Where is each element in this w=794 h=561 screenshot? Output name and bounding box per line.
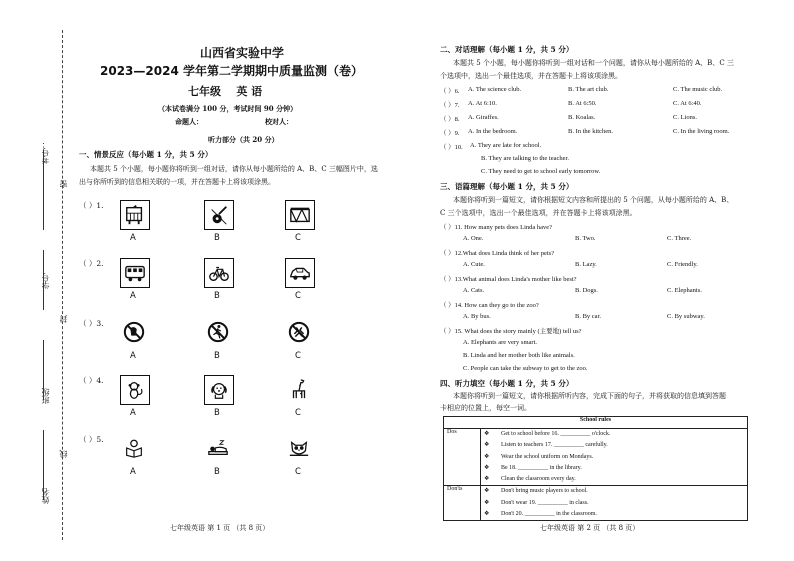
class-label: 班级： xyxy=(41,380,50,404)
rule-item: ❖ Don't bring music players to school. xyxy=(484,488,588,495)
option-c[interactable]: C. By subway. xyxy=(667,313,705,320)
option-a[interactable]: A. They are late for school. xyxy=(470,142,542,149)
option-a[interactable]: A. One. xyxy=(463,235,484,242)
option-label-a: A xyxy=(130,233,136,243)
question-text: （ ）12.What does Linda think of her pets? xyxy=(440,250,555,257)
giraffe-icon[interactable] xyxy=(285,375,313,403)
exam-title: 2023—2024 学年第二学期期中质量监测（卷） xyxy=(100,64,363,78)
binding-dashed-line xyxy=(62,30,63,540)
option-b[interactable]: B. The art club. xyxy=(568,86,609,93)
option-b[interactable]: B. By car. xyxy=(575,313,601,320)
option-label-b: B xyxy=(214,408,220,418)
grade-subject: 七年级 英 语 xyxy=(188,85,263,98)
rule-item: ❖ Listen to teachers 17. __________ carefully. xyxy=(484,442,608,449)
section1-instructions-1: 本题共 5 个小题，每小题你将听到一组对话，请你从每小题所给的 A、B、C 三幅图片中，选 xyxy=(90,165,378,173)
question-number: （ ）3. xyxy=(79,319,104,328)
option-label-a: A xyxy=(130,291,136,301)
option-label-b: B xyxy=(214,351,220,361)
section4-title: 四、听力填空（每小题 1 分，共 5 分） xyxy=(440,379,574,388)
option-c[interactable]: C. Elephants. xyxy=(667,287,702,294)
section4-instructions-2: 卡相应的位置上，每空一词。 xyxy=(440,404,531,412)
option-b[interactable]: B. Lazy. xyxy=(575,261,597,268)
no-fighting-icon[interactable] xyxy=(285,318,313,346)
section2-instructions-2: 个选项中，选出一个最佳选项，并在答题卡上将该项涂黑。 xyxy=(440,72,622,80)
owl-icon[interactable] xyxy=(285,434,313,462)
name-line xyxy=(43,430,44,500)
option-label-c: C xyxy=(295,467,301,477)
option-b[interactable]: B. At 6:50. xyxy=(568,100,597,107)
sleeping-icon[interactable] xyxy=(204,434,232,462)
table-title: School rules xyxy=(444,417,748,429)
option-label-c: C xyxy=(295,233,301,243)
question-number: （ ）10. xyxy=(440,144,463,151)
option-c[interactable]: C. Friendly. xyxy=(667,261,698,268)
no-running-icon[interactable] xyxy=(204,318,232,346)
section3-title: 三、语篇理解（每小题 1 分，共 5 分） xyxy=(440,182,574,191)
option-label-a: A xyxy=(130,408,136,418)
reading-icon[interactable] xyxy=(120,434,148,462)
page-footer-left: 七年级英语 第 1 页 （共 8 页） xyxy=(170,524,270,532)
option-c[interactable]: C. At 6:40. xyxy=(673,100,702,107)
dos-list xyxy=(481,429,748,486)
no-eating-icon[interactable] xyxy=(120,318,148,346)
question-number: （ ）7. xyxy=(440,102,460,109)
exam-number-line xyxy=(43,150,44,230)
monkey-icon[interactable] xyxy=(120,375,150,405)
question-number: （ ）6. xyxy=(440,88,460,95)
option-a[interactable]: A. In the bedroom. xyxy=(468,128,518,135)
setter-label: 命题人： xyxy=(175,117,203,126)
exam-number-label: 考号： xyxy=(41,140,50,164)
option-label-a: A xyxy=(130,467,136,477)
question-text: （ ）14. How can they go to the zoo? xyxy=(440,302,539,309)
question-number: （ ）1. xyxy=(79,201,104,210)
dos-label: Dos xyxy=(444,429,481,486)
seal-mark-2: 封 xyxy=(59,315,68,323)
option-label-b: B xyxy=(214,291,220,301)
section2-instructions-1: 本题共 5 个小题，每小题你将听到一组对话和一个问题，请你从每小题所给的 A、B、C 三 xyxy=(453,59,734,67)
option-label-b: B xyxy=(214,467,220,477)
option-label-a: A xyxy=(130,351,136,361)
question-number: （ ）5. xyxy=(79,435,104,444)
student-number-label: 学号： xyxy=(41,265,50,289)
option-a[interactable]: A. At 6:10. xyxy=(468,100,497,107)
option-label-c: C xyxy=(295,291,301,301)
option-label-b: B xyxy=(214,233,220,243)
option-b[interactable]: B. Linda and her mother both like animals. xyxy=(463,352,575,359)
option-c[interactable]: C. Lions. xyxy=(673,114,698,121)
option-a[interactable]: A. By bus. xyxy=(463,313,491,320)
violin-icon[interactable] xyxy=(204,200,234,230)
class-line xyxy=(43,340,44,400)
drum-icon[interactable] xyxy=(285,200,315,230)
bicycle-icon[interactable] xyxy=(204,258,234,288)
option-c[interactable]: C. In the living room. xyxy=(673,128,730,135)
question-text: （ ）13.What animal does Linda's mother like best? xyxy=(440,276,577,283)
section2-title: 二、对话理解（每小题 1 分，共 5 分） xyxy=(440,45,574,54)
seal-mark: 密 xyxy=(59,180,68,188)
question-text: （ ）15. What does the story mainly (主要地) tell us? xyxy=(440,328,582,335)
rule-item: ❖ Wear the school uniform on Mondays. xyxy=(484,453,594,460)
option-b[interactable]: B. Koalas. xyxy=(568,114,596,121)
option-c[interactable]: C. The music club. xyxy=(673,86,723,93)
school-rules-table xyxy=(443,416,748,521)
name-label: 姓名： xyxy=(41,480,50,504)
option-a[interactable]: A. Cats. xyxy=(463,287,485,294)
question-number: （ ）8. xyxy=(440,116,460,123)
option-c[interactable]: C. Three. xyxy=(667,235,692,242)
section3-instructions-2: C 三个选项中，选出一个最佳选项，并在答题卡上将该项涂黑。 xyxy=(440,209,637,217)
rule-item: ❖ Don't wear 19. __________ in class. xyxy=(484,499,589,506)
rule-item: ❖ Don't 20. __________ in the classroom. xyxy=(484,511,597,518)
question-number: （ ）4. xyxy=(79,376,104,385)
question-number: （ ）9. xyxy=(440,130,460,137)
option-a[interactable]: A. Giraffes. xyxy=(468,114,499,121)
option-b[interactable]: B. Dogs. xyxy=(575,287,598,294)
rule-item: ❖ Get to school before 16. __________ o'clock. xyxy=(484,431,611,437)
section1-instructions-2: 出与你所听到的信息相关联的一项，并在答题卡上将该项涂黑。 xyxy=(79,178,275,186)
rule-item: ❖ Clean the classroom every day. xyxy=(484,476,576,483)
section1-title: 一、情景反应（每小题 1 分，共 5 分） xyxy=(79,150,213,159)
student-number-line xyxy=(43,250,44,310)
donts-list xyxy=(481,486,748,521)
donts-label: Don'ts xyxy=(444,486,481,521)
question-number: （ ）2. xyxy=(79,259,104,268)
option-a[interactable]: A. Cute. xyxy=(463,261,485,268)
option-c[interactable]: C. People can take the subway to get to the zoo. xyxy=(463,365,588,372)
dog-icon[interactable] xyxy=(204,375,234,405)
bus-icon[interactable] xyxy=(120,258,150,288)
school-name: 山西省实验中学 xyxy=(200,46,285,60)
car-icon[interactable] xyxy=(285,258,315,288)
question-text: （ ）11. How many pets does Linda have? xyxy=(440,224,553,231)
exam-note: （本试卷满分 100 分，考试时间 90 分钟） xyxy=(158,104,298,113)
rule-item: ❖ Be 18. __________ in the library. xyxy=(484,464,582,471)
option-label-c: C xyxy=(295,351,301,361)
section4-instructions-1: 本题你将听到一篇短文，请你根据所听内容，完成下面的句子，并将获取的信息填到答题 xyxy=(453,392,726,400)
option-b[interactable]: B. They are talking to the teacher. xyxy=(481,155,569,162)
option-b[interactable]: B. In the kitchen. xyxy=(568,128,613,135)
option-a[interactable]: A. Elephants are very smart. xyxy=(463,339,538,346)
listening-part-title: 听力部分（共 20 分） xyxy=(208,135,279,144)
option-a[interactable]: A. The science club. xyxy=(468,86,522,93)
seal-mark-3: 线 xyxy=(59,450,68,458)
option-c[interactable]: C. They need to get to school early tomorrow. xyxy=(481,168,601,175)
option-label-c: C xyxy=(295,408,301,418)
section3-instructions-1: 本题你将听到一篇短文，请你根据短文内容和所提出的 5 个问题，从每小题所给的 A、B、 xyxy=(453,196,734,204)
page-footer-right: 七年级英语 第 2 页 （共 8 页） xyxy=(540,524,640,532)
piano-icon[interactable] xyxy=(120,200,150,230)
option-b[interactable]: B. Two. xyxy=(575,235,596,242)
checker-label: 校对人： xyxy=(265,117,293,126)
